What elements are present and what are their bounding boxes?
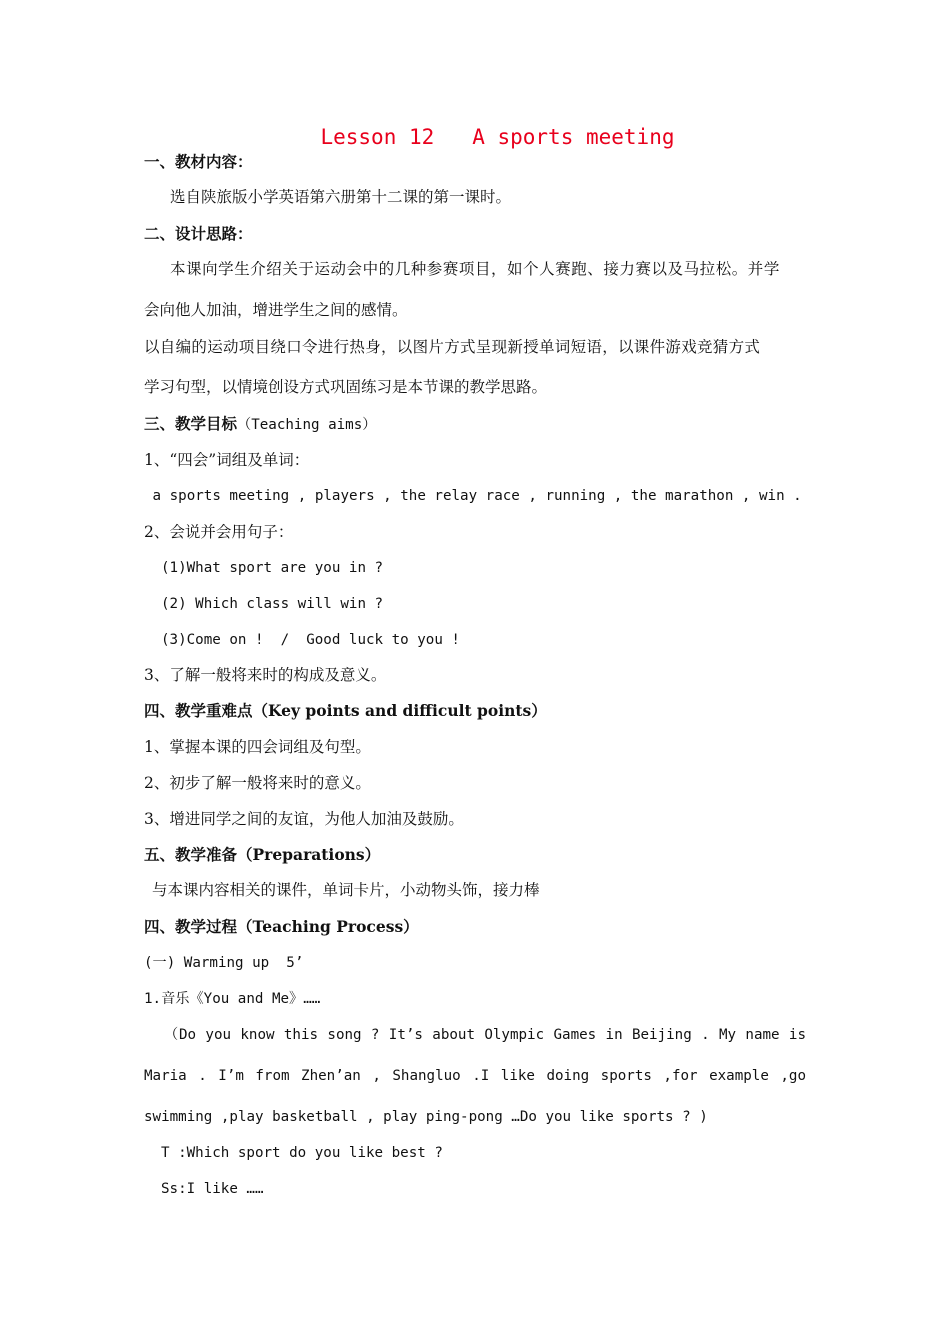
design-para1-line1: 本课向学生介绍关于运动会中的几种参赛项目，如个人赛跑、接力赛以及马拉松。并学	[170, 260, 780, 278]
key-point-2: 2、初步了解一般将来时的意义。	[144, 774, 371, 792]
key-point-1: 1、掌握本课的四会词组及句型。	[144, 738, 371, 756]
preparations-text: 与本课内容相关的课件，单词卡片，小动物头饰，接力棒	[152, 881, 540, 899]
aims-item-1: 1、“四会”词组及单词：	[144, 451, 310, 469]
design-para1-line2: 会向他人加油，增进学生之间的感情。	[144, 301, 408, 319]
process-step-warming-up: (一) Warming up 5’	[144, 955, 304, 971]
process-paragraph-line-2: Maria . I’m from Zhen’an , Shangluo .I like doing sports ,for example ,go	[144, 1068, 806, 1084]
aims-sentence-3: (3)Come on ! / Good luck to you !	[161, 632, 460, 648]
aims-item-2: 2、会说并会用句子：	[144, 523, 294, 541]
dialogue-students: Ss:I like ……	[161, 1181, 264, 1197]
section-heading-process: 四、教学过程（Teaching Process）	[144, 917, 419, 936]
design-para2-line2: 学习句型，以情境创设方式巩固练习是本节课的教学思路。	[144, 378, 548, 396]
aims-heading-cn: 三、教学目标	[144, 414, 238, 433]
section-heading-materials: 一、教材内容：	[144, 152, 253, 171]
lesson-title: Lesson 12 A sports meeting	[320, 125, 675, 149]
process-paragraph-line-3: swimming ,play basketball , play ping-pong …Do you like sports ? )	[144, 1109, 708, 1125]
section-heading-design: 二、设计思路：	[144, 224, 253, 243]
process-paragraph-line-1: （Do you know this song ? It’s about Olympic Games in Beijing . My name is	[164, 1027, 806, 1043]
process-music: 1.音乐《You and Me》……	[144, 991, 321, 1007]
section-heading-key-points: 四、教学重难点（Key points and difficult points）	[144, 701, 547, 720]
section-heading-preparations: 五、教学准备（Preparations）	[144, 845, 381, 864]
key-point-3: 3、增进同学之间的友谊，为他人加油及鼓励。	[144, 810, 464, 828]
aims-item-3: 3、了解一般将来时的构成及意义。	[144, 666, 387, 684]
aims-sentence-1: (1)What sport are you in ?	[161, 560, 384, 576]
process-paragraph	[144, 1025, 806, 1107]
aims-vocabulary: a sports meeting , players , the relay race , running , the marathon , win .	[144, 488, 802, 504]
materials-text: 选自陕旅版小学英语第六册第十二课的第一课时。	[170, 188, 512, 206]
aims-sentence-2: (2) Which class will win ?	[161, 596, 384, 612]
section-heading-aims	[144, 414, 376, 435]
dialogue-teacher: T :Which sport do you like best ?	[161, 1145, 443, 1161]
design-para2-line1: 以自编的运动项目绕口令进行热身，以图片方式呈现新授单词短语，以课件游戏竞猜方式	[144, 338, 761, 356]
aims-heading-en: （Teaching aims）	[237, 417, 377, 433]
